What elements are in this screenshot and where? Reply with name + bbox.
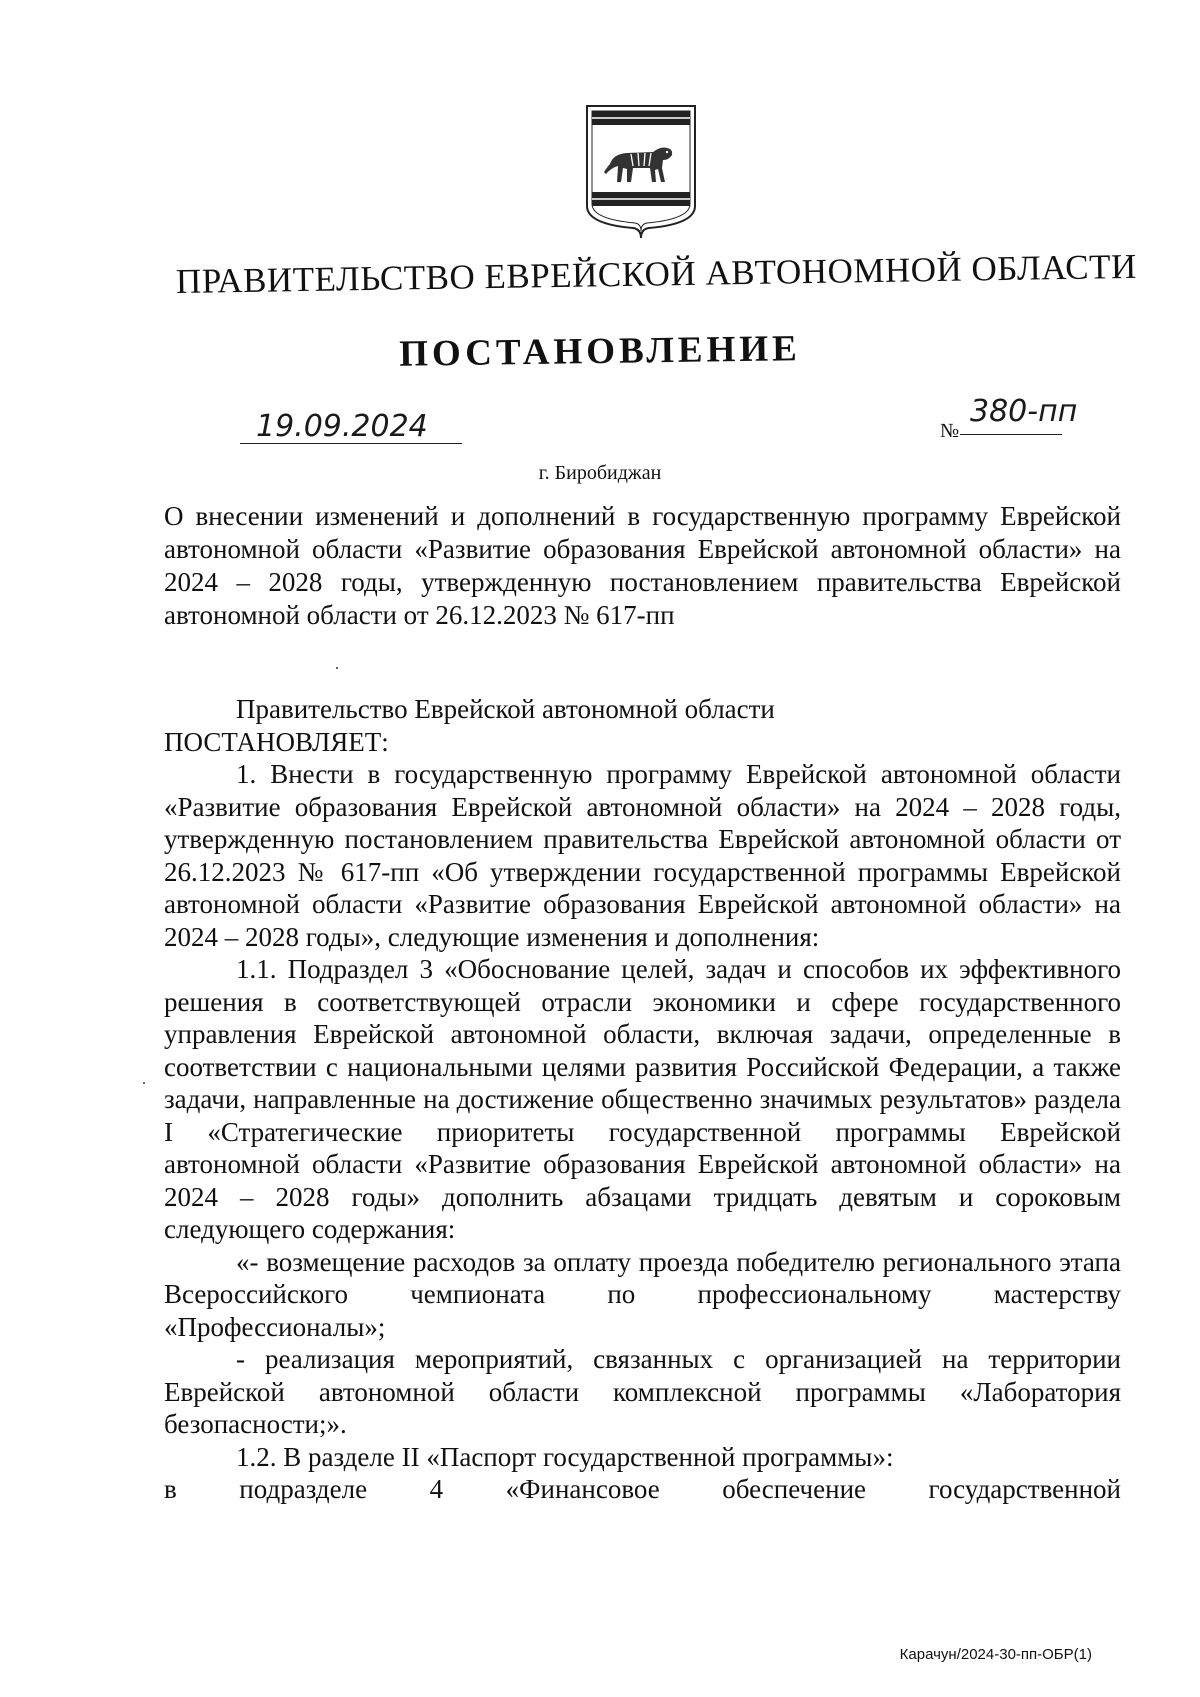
scan-speck [336, 667, 338, 669]
city: г. Биробиджан [538, 462, 662, 484]
date-underline [240, 443, 462, 444]
body-paragraph-1: Правительство Еврейской автономной области [236, 694, 775, 724]
footer-code: Карачун/2024-30-пп-ОБР(1) [899, 1646, 1092, 1663]
number-underline [960, 434, 1062, 435]
body-paragraph-3: 1. Внести в государственную программу Еврейской автономной области «Развитие образования Еврейской автономной области» на 2024 – 2028 годы, утвержденную постановлением правительства Еврейской автономной области от 26.12.2023 № 617-пп «Об утверждении государственной программы Еврейской автономной области «Развитие образования Еврейской автономной области» на 2024 – 2028 годы», следующие изменения и дополнения: [164, 759, 1121, 952]
scan-speck [143, 1082, 145, 1084]
document-date: 19.09.2024 [256, 409, 428, 444]
body-paragraph-6: - реализация мероприятий, связанных с организацией на территории Еврейской автономной области комплексной программы «Лаборатория безопасности;». [164, 1344, 1121, 1439]
body-paragraph-8: в подразделе 4 «Финансовое обеспечение государственной [164, 1474, 1121, 1504]
body-paragraph-5: «- возмещение расходов за оплату проезда победителю регионального этапа Всероссийского чемпионата по профессиональному мастерству «Профессионалы»; [164, 1246, 1121, 1342]
government-name: ПРАВИТЕЛЬСТВО ЕВРЕЙСКОЙ АВТОНОМНОЙ ОБЛАСТИ [175, 246, 1138, 301]
body-paragraph-7: 1.2. В разделе II «Паспорт государственной программы»: [236, 1441, 894, 1472]
body-paragraph-4: 1.1. Подраздел 3 «Обоснование целей, задач и способов их эффективного решения в соответствующей отрасли экономики и сфере государственного управления Еврейской автономной области, включая задачи, определенные в соответствии с национальными целями развития Российской Федерации, а также задачи, направленные на достижение общественно значимых результатов» раздела I «Стратегические приоритеты государственной программы Еврейской автономной области «Развитие образования Еврейской автономной области» на 2024 – 2028 годы» дополнить абзацами тридцать девятым и сороковым следующего содержания: [164, 954, 1121, 1244]
document-type: ПОСТАНОВЛЕНИЕ [398, 328, 802, 375]
body-paragraph-2: ПОСТАНОВЛЯЕТ: [164, 726, 389, 757]
document-subject: О внесении изменений и дополнений в государственную программу Еврейской автономной области «Развитие образования Еврейской автономной области» на 2024 – 2028 годы, утвержденную постановлением правительства Еврейской автономной области от 26.12.2023 № 617-пп [164, 501, 1121, 630]
number-sign: № [940, 420, 960, 442]
coat-of-arms-tiger-icon [583, 102, 699, 240]
document-number: 380-пп [970, 394, 1078, 429]
document-body [164, 693, 1121, 1506]
